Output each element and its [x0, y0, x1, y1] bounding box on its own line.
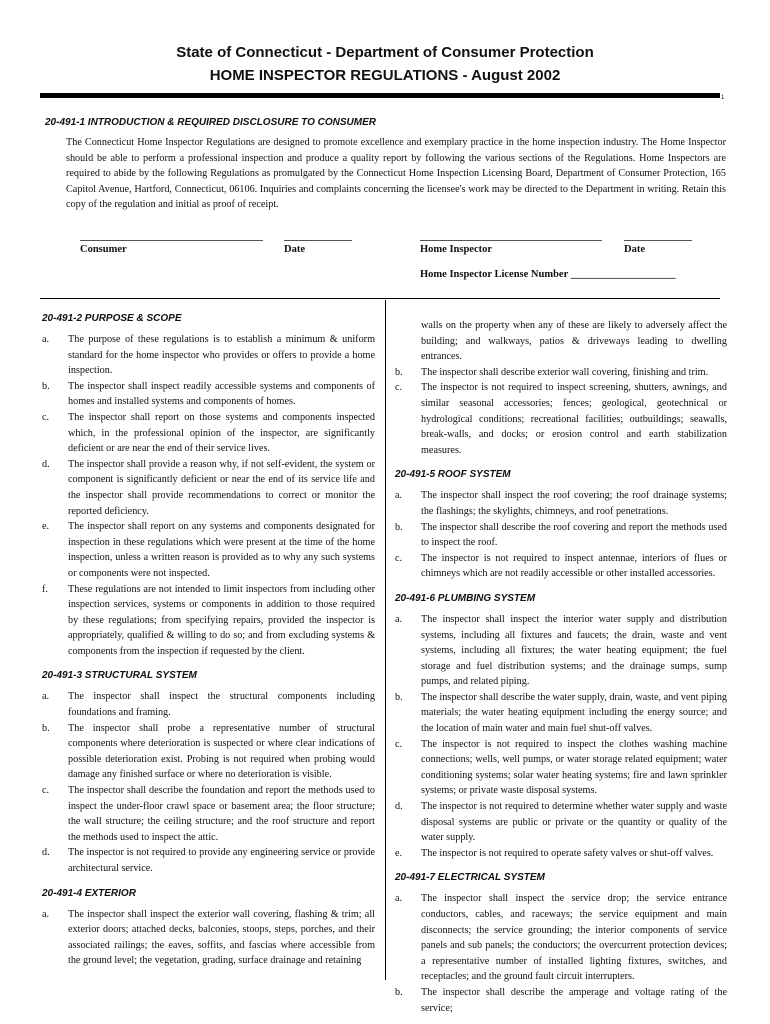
intro-heading: 20-491-1 INTRODUCTION & REQUIRED DISCLOSURE TO CONSUMER	[45, 117, 376, 128]
list-item: c. The inspector is not required to inspect antennae, interiors of flues or chimneys which are not readily accessible or other installed accessories.	[395, 552, 727, 580]
list-item: d. The inspector shall provide a reason why, if not self-evident, the system or component is significantly deficient or near the end of its service life and the inspector shall provide recommendations to correct or monitor the reported deficiency.	[42, 458, 375, 517]
document-title-line-2: HOME INSPECTOR REGULATIONS - August 2002	[209, 67, 561, 84]
right-column	[395, 318, 727, 1016]
inspector-signature-line	[420, 240, 602, 241]
consumer-date-label: Date	[284, 244, 305, 255]
list-item: b. The inspector shall describe the water supply, drain, waste, and vent piping materials; the water heating equipment including the energy source; and the location of main water and main fuel shut-off valves.	[395, 691, 728, 735]
column-divider	[385, 300, 386, 980]
list-item-continued: walls on the property when any of these are likely to adversely affect the building; and walkways, patios & driveways leading to dwelling entrances.	[421, 320, 727, 363]
list-item: c. The inspector is not required to inspect screening, shutters, awnings, and similar seasonal accessories; fences; geological, geotechnical or hydrological conditions; recreational facilities; outbuildings; seawalls, break-walls, and docks; or erosion control and earth stabilization measures.	[395, 382, 727, 456]
list-item: d. The inspector is not required to determine whether water supply and waste disposal systems are public or private or the quantity or quality of the water supply.	[395, 801, 727, 844]
license-number-label: Home Inspector License Number ____________________	[420, 269, 676, 280]
document-title-line-1: State of Connecticut - Department of Consumer Protection	[176, 44, 594, 61]
list-item: f. These regulations are not intended to limit inspectors from including other inspection services, systems or components in addition to those required by these regulations; from specifying repairs, provided the inspector is appropriately, qualified & willing to do so; and from excluding systems & components from the inspection if requested by the client.	[42, 583, 375, 657]
consumer-date-line	[284, 240, 352, 241]
list-item: a. The inspector shall inspect the structural components including foundations and framing.	[42, 691, 375, 719]
list-item: c. The inspector shall report on those systems and components inspected which, in the professional opinion of the inspector, are significantly deficient or are near the end of their service lives.	[42, 411, 375, 455]
list-item: b. The inspector shall probe a representative number of structural components where deterioration is suspected or where clear indications of possible deterioration exist. Probing is not required when probing would damage any finished surface or where no deterioration is visible.	[42, 722, 375, 781]
inspector-date-line	[624, 240, 692, 241]
intro-paragraph: The Connecticut Home Inspector Regulations are designed to promote excellence and exemplary practice in the home inspection industry. The Home Inspector should be able to perform a professional inspection and produce a quality report by following the various sections of the Regulations. Home Inspectors are required to abide by the following Regulations as promulgated by the Connecticut Home Inspection Licensing Board, Department of Consumer Protection, 165 Capitol Avenue, Hartford, Connecticut, 06106. Inquiries and complaints concerning the licensee's work may be directed to the Department in writing. Retain this copy of the regulation and initial as proof of receipt.	[66, 137, 726, 210]
header-rule	[40, 93, 720, 98]
list-item: c. The inspector shall describe the foundation and report the methods used to inspect the under-floor crawl space or basement area; the floor structure; the wall structure; the ceiling structure; and the roof structure and report the methods used to inspect the attic.	[42, 785, 375, 843]
list-item: a. The inspector shall inspect the roof covering; the roof drainage systems; the flashings; the skylights, chimneys, and roof penetrations.	[395, 490, 727, 517]
list-item: e. The inspector is not required to operate safety valves or shut-off valves.	[395, 847, 714, 859]
list-item: b. The inspector shall describe the amperage and voltage rating of the service;	[395, 986, 727, 1014]
list-item: a. The inspector shall inspect the interior water supply and distribution systems, including all fixtures and faucets; the drain, waste and vent systems, including all fixtures; the water heating equipment; the fuel storage and fuel distribution systems; and the drainage sumps, sump pumps, and related piping.	[395, 613, 727, 688]
list-item: a. The purpose of these regulations is to establish a minimum & uniform standard for the home inspector who provides or offers to provide a home inspection.	[42, 334, 375, 377]
consumer-label: Consumer	[80, 244, 127, 255]
structural-system-heading: 20-491-3 STRUCTURAL SYSTEM	[42, 670, 197, 682]
inspector-date-label: Date	[624, 244, 645, 255]
list-item: b. The inspector shall describe exterior wall covering, finishing and trim.	[395, 366, 709, 378]
section-divider-rule	[40, 298, 720, 299]
consumer-signature-line	[80, 240, 263, 241]
list-item: b. The inspector shall inspect readily accessible systems and components of homes and installed systems and components of homes.	[42, 380, 375, 408]
exterior-heading: 20-491-4 EXTERIOR	[42, 887, 136, 899]
list-item: d. The inspector is not required to provide any engineering service or provide architectural service.	[42, 847, 375, 874]
list-item: c. The inspector is not required to inspect the clothes washing machine connections; wells, well pumps, or water storage related equipment; water conditioning systems; solar water heating systems; fire and lawn sprinkler systems; or private waste disposal systems.	[395, 738, 727, 797]
list-item: e. The inspector shall report on any systems and components designated for inspection in these regulations which were present at the time of the home inspection, unless a written reason is provided as to why any such systems or components were not inspected.	[42, 521, 375, 579]
list-item: a. The inspector shall inspect the service drop; the service entrance conductors, cables, and raceways; the service equipment and main disconnects; the service grounding; the interior components of service panels and sub panels; the conductors; the overcurrent protection devices; a representative number of installed lighting fixtures, switches, and receptacles; and the ground fault circuit interrupters.	[395, 893, 727, 983]
page-number: 1	[721, 95, 725, 101]
home-inspector-label: Home Inspector	[420, 244, 493, 255]
list-item: b. The inspector shall describe the roof covering and report the methods used to inspect the roof.	[395, 521, 727, 549]
left-column	[42, 312, 375, 969]
electrical-system-heading: 20-491-7 ELECTRICAL SYSTEM	[395, 872, 545, 884]
purpose-scope-heading: 20-491-2 PURPOSE & SCOPE	[42, 313, 182, 324]
plumbing-system-heading: 20-491-6 PLUMBING SYSTEM	[395, 592, 536, 604]
list-item: a. The inspector shall inspect the exterior wall covering, flashing & trim; all exterior doors; attached decks, balconies, stoops, steps, porches, and their associated railings; the eaves, soffits, and fascias where accessible from the ground level; the vegetation, grading, surface drainage and retaining	[42, 908, 375, 967]
roof-system-heading: 20-491-5 ROOF SYSTEM	[395, 469, 511, 481]
